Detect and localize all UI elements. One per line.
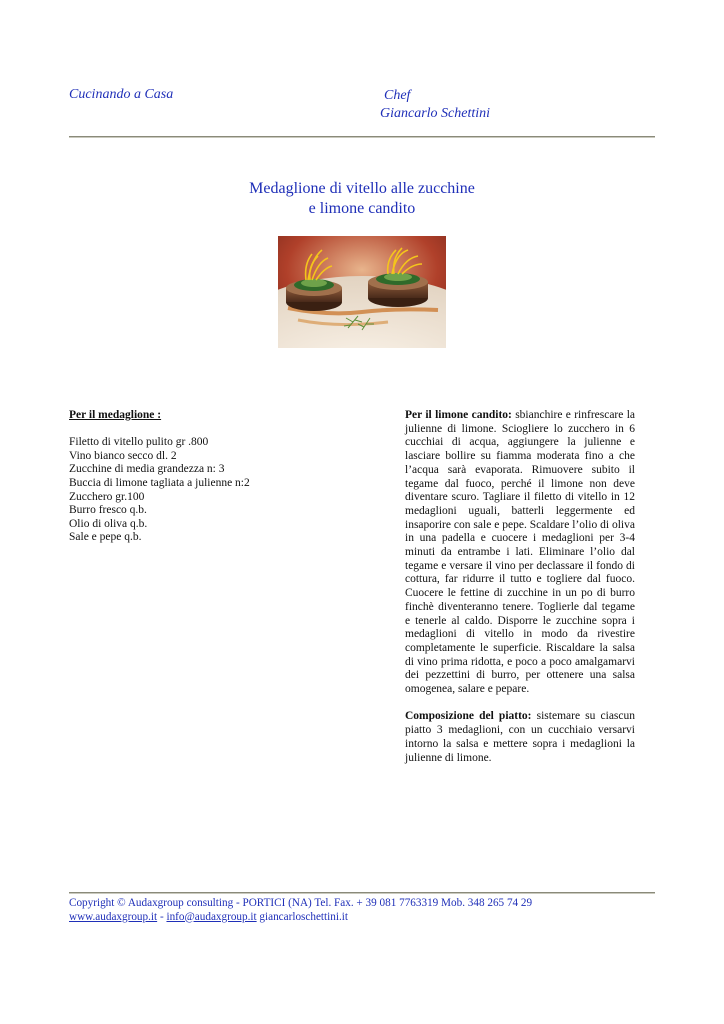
header-site-name: Cucinando a Casa	[69, 87, 174, 102]
recipe-title-line-1: Medaglione di vitello alle zucchine	[249, 180, 475, 197]
ingredient-item: Sale e pepe q.b.	[69, 531, 142, 544]
method-text-plating: sistemare su ciascun piatto 3 medaglioni, con un cucchiaio versarvi intorno la salsa e mettere sopra i medaglioni la julienne di limone.	[405, 710, 635, 764]
header-divider	[69, 136, 655, 138]
ingredient-item: Buccia di limone tagliata a julienne n:2	[69, 476, 250, 489]
footer	[69, 897, 532, 924]
method-label-plating: Composizione del piatto:	[405, 710, 532, 723]
ingredient-item: Vino bianco secco dl. 2	[69, 449, 177, 462]
method-paragraph-plating	[405, 710, 635, 765]
method-section	[405, 409, 635, 779]
ingredient-item: Zucchero gr.100	[69, 490, 145, 503]
method-paragraph-candied-lemon	[405, 409, 635, 697]
recipe-title-line-2: e limone candito	[308, 200, 416, 217]
header-chef-label: Chef	[384, 88, 411, 103]
footer-links	[69, 911, 532, 925]
ingredient-item: Zucchine di media grandezza n: 3	[69, 463, 225, 476]
footer-divider	[69, 892, 655, 894]
dish-photo	[278, 236, 446, 348]
ingredient-item: Filetto di vitello pulito gr .800	[69, 436, 209, 449]
footer-link-email[interactable]: info@audaxgroup.it	[166, 910, 257, 923]
ingredients-heading: Per il medaglione :	[69, 409, 162, 421]
footer-chef-site: giancarloschettini.it	[256, 910, 348, 923]
ingredients-section	[69, 409, 369, 545]
method-label-candied-lemon: Per il limone candito:	[405, 409, 512, 421]
footer-link-website[interactable]: www.audaxgroup.it	[69, 910, 158, 923]
header-chef-block	[380, 87, 490, 123]
header-chef-name: Giancarlo Schettini	[380, 106, 491, 121]
recipe-title	[0, 179, 724, 219]
footer-separator: -	[157, 910, 167, 923]
method-text-candied-lemon: sbianchire e rinfrescare la julienne di limone. Sciogliere lo zucchero in 6 cucchiai di acqua, aggiungere la julienne e lasciare bollire su fiamma moderata fino a che l’acqua sarà evaporata. Rimuovere subito il tegame dal fuoco, perché il limone non deve diventare scuro. Tagliare il filetto di vitello in 12 medaglioni uguali, batterli leggermente ed insaporire con sale e pepe. Scaldare l’olio di oliva in una padella e cuocere i medaglioni per 3-4 minuti da entrambe i lati. Eliminare l’olio dal tegame e versare il vino per declassare il fondo di cottura, far ridurre il tutto e togliere dal fuoco. Cuocere le fettine di zucchine in un po di burro finchè diventeranno tenere. Toglierle dal tegame e tenerle al caldo. Disporre le zucchine sopra i medaglioni di vitello in modo da rivestire completamente le superficie. Riscaldare la salsa di vino prima ridotta, e poco a poco amalgamarvi dei pezzettini di burro, per ottenere una salsa omogenea, salare e pepare.	[405, 409, 635, 696]
ingredient-item: Olio di oliva q.b.	[69, 517, 148, 530]
footer-copyright: Copyright © Audaxgroup consulting - PORTICI (NA) Tel. Fax. + 39 081 7763319 Mob. 348 265 74 29	[69, 897, 533, 909]
ingredient-item: Burro fresco q.b.	[69, 504, 147, 517]
